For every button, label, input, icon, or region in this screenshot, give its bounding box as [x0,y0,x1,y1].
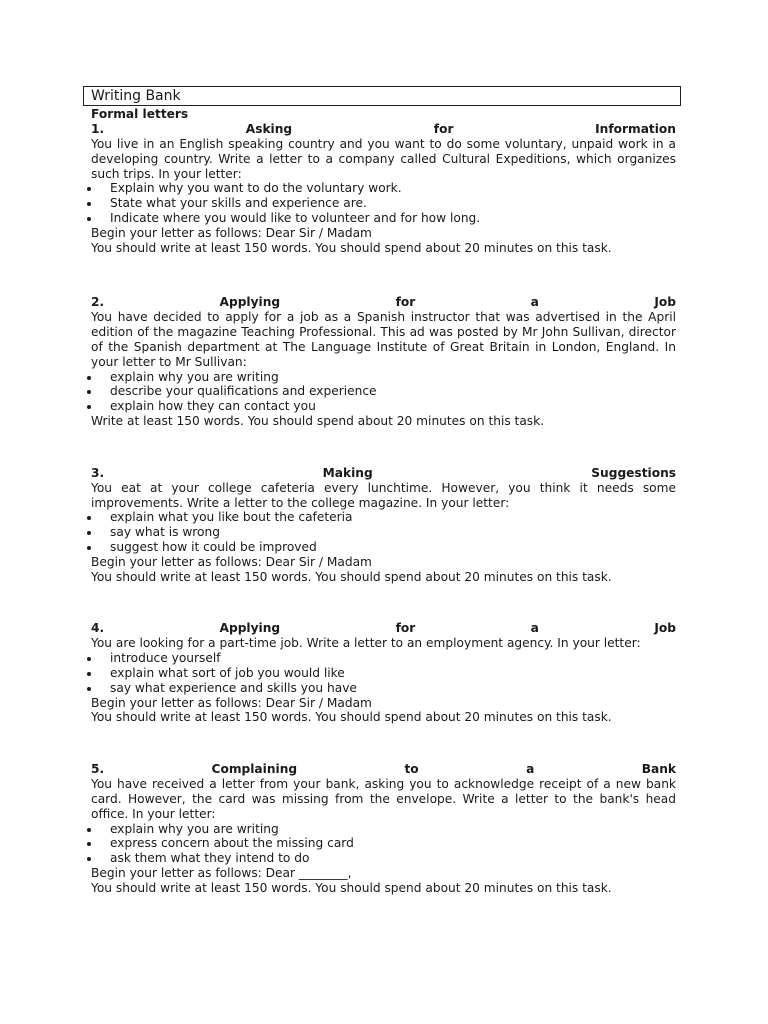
task-bullet-list [91,651,676,695]
bullet-icon [87,687,91,691]
heading-word: to [404,762,419,777]
task-instructions: You have decided to apply for a job as a Spanish instructor that was advertised in the April edition of the magazine Teaching Professional. This ad was posted by Mr John Sullivan, director of the Spanish department at The Language Institute of Great Britain in London, England. In your letter to Mr Sullivan: [91,310,676,369]
list-item: introduce yourself [0,651,676,666]
bullet-icon [87,376,91,380]
task-closing-line: Begin your letter as follows: Dear Sir / Madam [91,695,372,710]
heading-word: Complaining [211,762,298,777]
task-bullet-list [91,370,676,414]
heading-word: Information [595,122,676,136]
heading-word: 1. [91,122,105,136]
task-closing-line: You should write at least 150 words. You should spend about 20 minutes on this task. [91,710,612,725]
list-item: explain what sort of job you would like [0,666,676,681]
task-closing-line: Begin your letter as follows: Dear Sir / Madam [91,554,372,569]
heading-word: 2. [91,295,105,310]
task-bullet-list [91,822,676,866]
list-item: explain what you like bout the cafeteria [0,510,676,525]
list-item: explain how they can contact you [0,399,676,414]
task-2 [91,295,676,428]
list-item: express concern about the missing card [0,836,676,851]
list-item: describe your qualifications and experience [0,384,676,399]
list-item: State what your skills and experience are. [0,196,676,211]
task-closing-line: You should write at least 150 words. You should spend about 20 minutes on this task. [91,240,612,255]
bullet-icon [87,531,91,535]
heading-word: Applying [219,295,281,310]
bullet-icon [87,857,91,861]
document-content [91,107,676,932]
task-heading [91,122,676,137]
list-item: say what is wrong [0,525,676,540]
heading-word: Asking [245,122,293,136]
heading-word: 4. [91,621,105,636]
bullet-icon [87,657,91,661]
bullet-icon [87,842,91,846]
bullet-icon [87,217,91,221]
bullet-icon [87,828,91,832]
heading-word: Job [654,621,676,636]
heading-word: 5. [91,762,105,777]
heading-word: for [433,122,454,136]
section-subtitle: Formal letters [91,107,189,121]
task-1 [91,122,676,255]
heading-word: for [395,621,416,636]
heading-word: 3. [91,465,105,480]
bullet-icon [87,405,91,409]
task-heading [91,295,676,310]
heading-word: Job [654,295,676,310]
task-heading [91,621,676,636]
list-item: explain why you are writing [0,822,676,837]
heading-word: Making [322,465,373,480]
page-title: Writing Bank [83,86,681,106]
list-item: Indicate where you would like to volunteer and for how long. [0,211,676,226]
task-instructions: You live in an English speaking country and you want to do some voluntary, unpaid work in a developing country. Write a letter to a company called Cultural Expeditions, which organizes such trips. In your letter: [91,137,676,181]
task-instructions: You eat at your college cafeteria every lunchtime. However, you think it needs some improvements. Write a letter to the college magazine. In your letter: [91,480,676,510]
task-3 [91,466,676,585]
heading-word: a [530,621,539,636]
task-closing-line: Write at least 150 words. You should spend about 20 minutes on this task. [91,413,545,428]
task-bullet-list [91,181,676,225]
task-instructions: You have received a letter from your bank, asking you to acknowledge receipt of a new bank card. However, the card was missing from the envelope. Write a letter to the bank's head office. In your letter: [91,777,676,821]
bullet-icon [87,516,91,520]
task-5 [91,762,676,895]
list-item: explain why you are writing [0,370,676,385]
task-closing-line: Begin your letter as follows: Dear Sir / Madam [91,225,372,240]
heading-word: a [530,295,539,310]
task-heading [91,466,676,481]
task-instructions: You are looking for a part-time job. Write a letter to an employment agency. In your letter: [91,636,641,651]
task-bullet-list [91,510,676,554]
list-item: ask them what they intend to do [0,851,676,866]
heading-word: Suggestions [591,465,676,480]
bullet-icon [87,672,91,676]
task-4 [91,621,676,725]
task-closing-line: You should write at least 150 words. You should spend about 20 minutes on this task. [91,569,612,584]
bullet-icon [87,546,91,550]
list-item: say what experience and skills you have [0,681,676,696]
list-item: Explain why you want to do the voluntary work. [0,181,676,196]
task-closing-line: You should write at least 150 words. You should spend about 20 minutes on this task. [91,880,612,895]
task-heading [91,762,676,777]
bullet-icon [87,390,91,394]
bullet-icon [87,187,91,191]
heading-word: Bank [641,762,676,777]
heading-word: for [395,295,416,310]
list-item: suggest how it could be improved [0,540,676,555]
heading-word: Applying [219,621,281,636]
task-closing-line: Begin your letter as follows: Dear ________, [91,865,352,880]
heading-word: a [526,762,535,777]
bullet-icon [87,202,91,206]
